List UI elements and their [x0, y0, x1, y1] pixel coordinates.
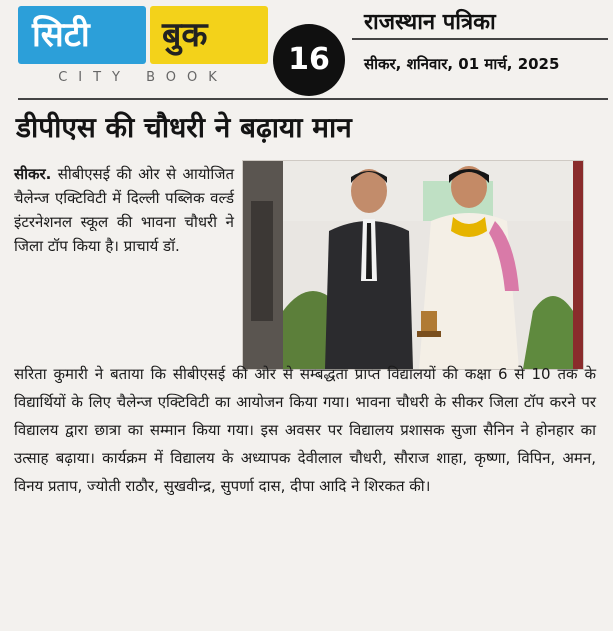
logo-part-city: सिटी	[32, 15, 90, 55]
article-column-text	[14, 162, 234, 258]
article-photo	[242, 160, 584, 370]
article-headline: डीपीएस की चौधरी ने बढ़ाया मान	[16, 111, 352, 144]
masthead-divider	[352, 38, 608, 40]
article-dateline: सीकर.	[14, 165, 52, 183]
header-rule	[18, 98, 608, 100]
issue-date: सीकर, शनिवार, 01 मार्च, 2025	[364, 55, 560, 73]
logo-part-book: बुक	[162, 15, 208, 55]
award-photo-illustration	[243, 161, 583, 369]
logo-subtitle: CITY BOOK	[58, 70, 228, 85]
logo-city-block	[18, 6, 146, 64]
logo-book-block	[150, 6, 268, 64]
article-body-text: सरिता कुमारी ने बताया कि सीबीएसई की ओर से सम्बद्धता प्राप्त विद्यालयों की कक्षा 6 से 10 तक के विद्यार्थियों के लिए चैलेन्ज एक्टिविटी का आयोजन किया गया। भावना चौधरी के सीकर जिला टॉप करने पर विद्यालय द्वारा छात्रा का सम्मान किया गया। इस अवसर पर विद्यालय प्रशासक सुजा सैनिन ने होनहार का उत्साह बढ़ाया। कार्यक्रम में विद्यालय के अध्यापक देवीलाल चौधरी, सौराज शाहा, कृष्णा, विपिन, अमन, विनय प्रताप, ज्योती राठौर, सुखवीन्द्र, सुपर्णा दास, दीपा आदि ने शिरकत की।	[14, 365, 596, 495]
article-intro: सीबीएसई की ओर से आयोजित चैलेन्ज एक्टिविटी में दिल्ली पब्लिक वर्ल्ड इंटरनेशनल स्कूल की भावना चौधरी ने जिला टॉप किया है। प्राचार्य डॉ.	[14, 165, 234, 255]
page-number-badge: 16	[273, 24, 345, 96]
newspaper-name: राजस्थान पत्रिका	[364, 10, 496, 35]
